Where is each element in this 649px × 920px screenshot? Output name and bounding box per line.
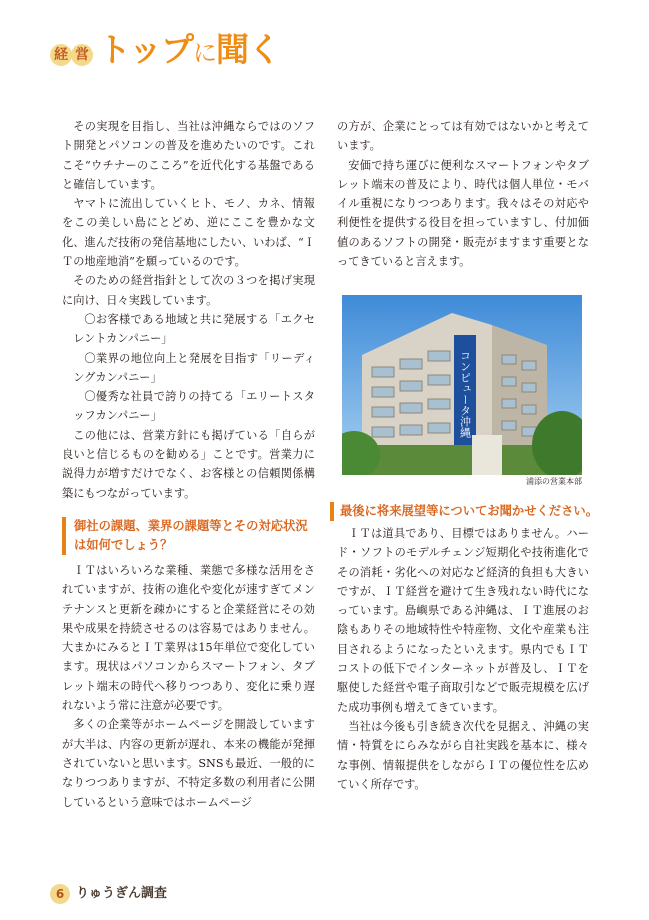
- header-title-kiku: 聞く: [216, 30, 281, 69]
- building-illustration: [342, 295, 582, 475]
- right-paragraph-4: 当社は今後も引き続き次代を見据え、沖縄の実情・特質をにらみながら自社実践を基本に、様々な事例、情報提供をしながらＩＴの優位性を広めていく所存です。: [337, 719, 589, 791]
- right-paragraph-3: ＩＴは道具であり、目標ではありません。ハード・ソフトのモデルチェンジ短期化や技術進化でその消耗・劣化への対応など経済的負担も大きいですが、ＩＴ経営を避けて生き残れない時代になっています。島嶼県である沖縄は、ＩＴ進展のお陰もありその地域特性や特産物、文化や産業も注目されるようになったといえます。県内でもＩＴコストの低下でインターネットが普及し、ＩＴを駆使した経営や電子商取引などで販売規模を広げた成功事例も増えてきています。: [337, 527, 589, 714]
- left-paragraph-6: 多くの企業等がホームページを開設していますが大半は、内容の更新が遅れ、本来の機能が発揮されていないと思います。SNSも最近、一般的になりつつありますが、不特定多数の利用者に公開しているという意味ではホームページ: [62, 718, 315, 809]
- header-title-top: トップ: [98, 30, 194, 69]
- bullet-leading-company: 〇業界の地位向上と発展を目指す「リーディングカンパニー」: [73, 351, 315, 384]
- left-column: [62, 117, 315, 812]
- page-header: [48, 22, 308, 72]
- publication-name: りゅうぎん調査: [76, 886, 168, 901]
- right-column-bottom: [337, 524, 589, 794]
- header-title: [98, 30, 280, 73]
- left-paragraph-3: そのための経営指針として次の３つを掲げ実現に向け、日々実践しています。: [62, 274, 315, 307]
- left-paragraph-4: この他には、営業方針にも掲げている「自らが良いと信じるものを勧める」ことです。営業力に説得力が増すだけでなく、お客様との信頼関係構築にもつながっています。: [62, 428, 315, 500]
- left-paragraph-1: その実現を目指し、当社は沖縄ならではのソフト開発とパソコンの普及を進めたいのです。これこそ“ウチナーのこころ”を近代化する基盤であると確信しています。: [62, 120, 315, 191]
- photo-caption: 浦添の営業本部: [526, 477, 582, 486]
- bullet-elite-staff-company: 〇優秀な社員で誇りの持てる「エリートスタッフカンパニー」: [73, 390, 315, 423]
- left-paragraph-2: ヤマトに流出していくヒト、モノ、カネ、情報をこの美しい島にとどめ、逆にここを豊かな文化、進んだ技術の発信基地にしたい、いわば、“ＩＴの地産地消”を願っているのです。: [62, 197, 315, 269]
- header-badge-ei: 営: [71, 44, 93, 66]
- section-heading-future: 最後に将来展望等についてお聞かせください。: [330, 502, 602, 521]
- page-footer: [50, 882, 250, 906]
- header-badge-kei: 経: [50, 44, 72, 66]
- bullet-excellent-company: 〇お客様である地域と共に発展する「エクセレントカンパニー」: [73, 312, 315, 346]
- section-heading-challenges: 御社の課題、業界の課題等とその対応状況は如何でしょう？: [62, 517, 315, 555]
- left-paragraph-5: ＩＴはいろいろな業種、業態で多様な活用をされていますが、技術の進化や変化が速すぎてメンテナンスと更新を疎かにすると企業経営にその効果や成果を持続させるのは容易ではありません。大まかにみるとＩＴ業界は15年単位で変化しています。現状はパソコンからスマートフォン、タブレット端末の時代へ移りつつあり、変化に乗り遅れないよう常に注意が必要です。: [62, 563, 315, 713]
- header-title-ni: に: [193, 39, 217, 67]
- right-paragraph-2: 安価で持ち運びに便利なスマートフォンやタブレット端末の普及により、時代は個人単位・モバイル重視になりつつあります。我々はその対応や利便性を提供する役目を担っていますし、付加価値のあるソフトの開発・販売がますます重要となってきていると言えます。: [337, 158, 589, 269]
- page-number: 6: [50, 884, 70, 904]
- building-sign-text: コンピュータ沖縄: [458, 350, 472, 438]
- headquarters-photo: [342, 295, 582, 475]
- right-paragraph-1: の方が、企業にとっては有効ではないかと考えています。: [337, 120, 589, 153]
- right-column-top: [337, 117, 589, 271]
